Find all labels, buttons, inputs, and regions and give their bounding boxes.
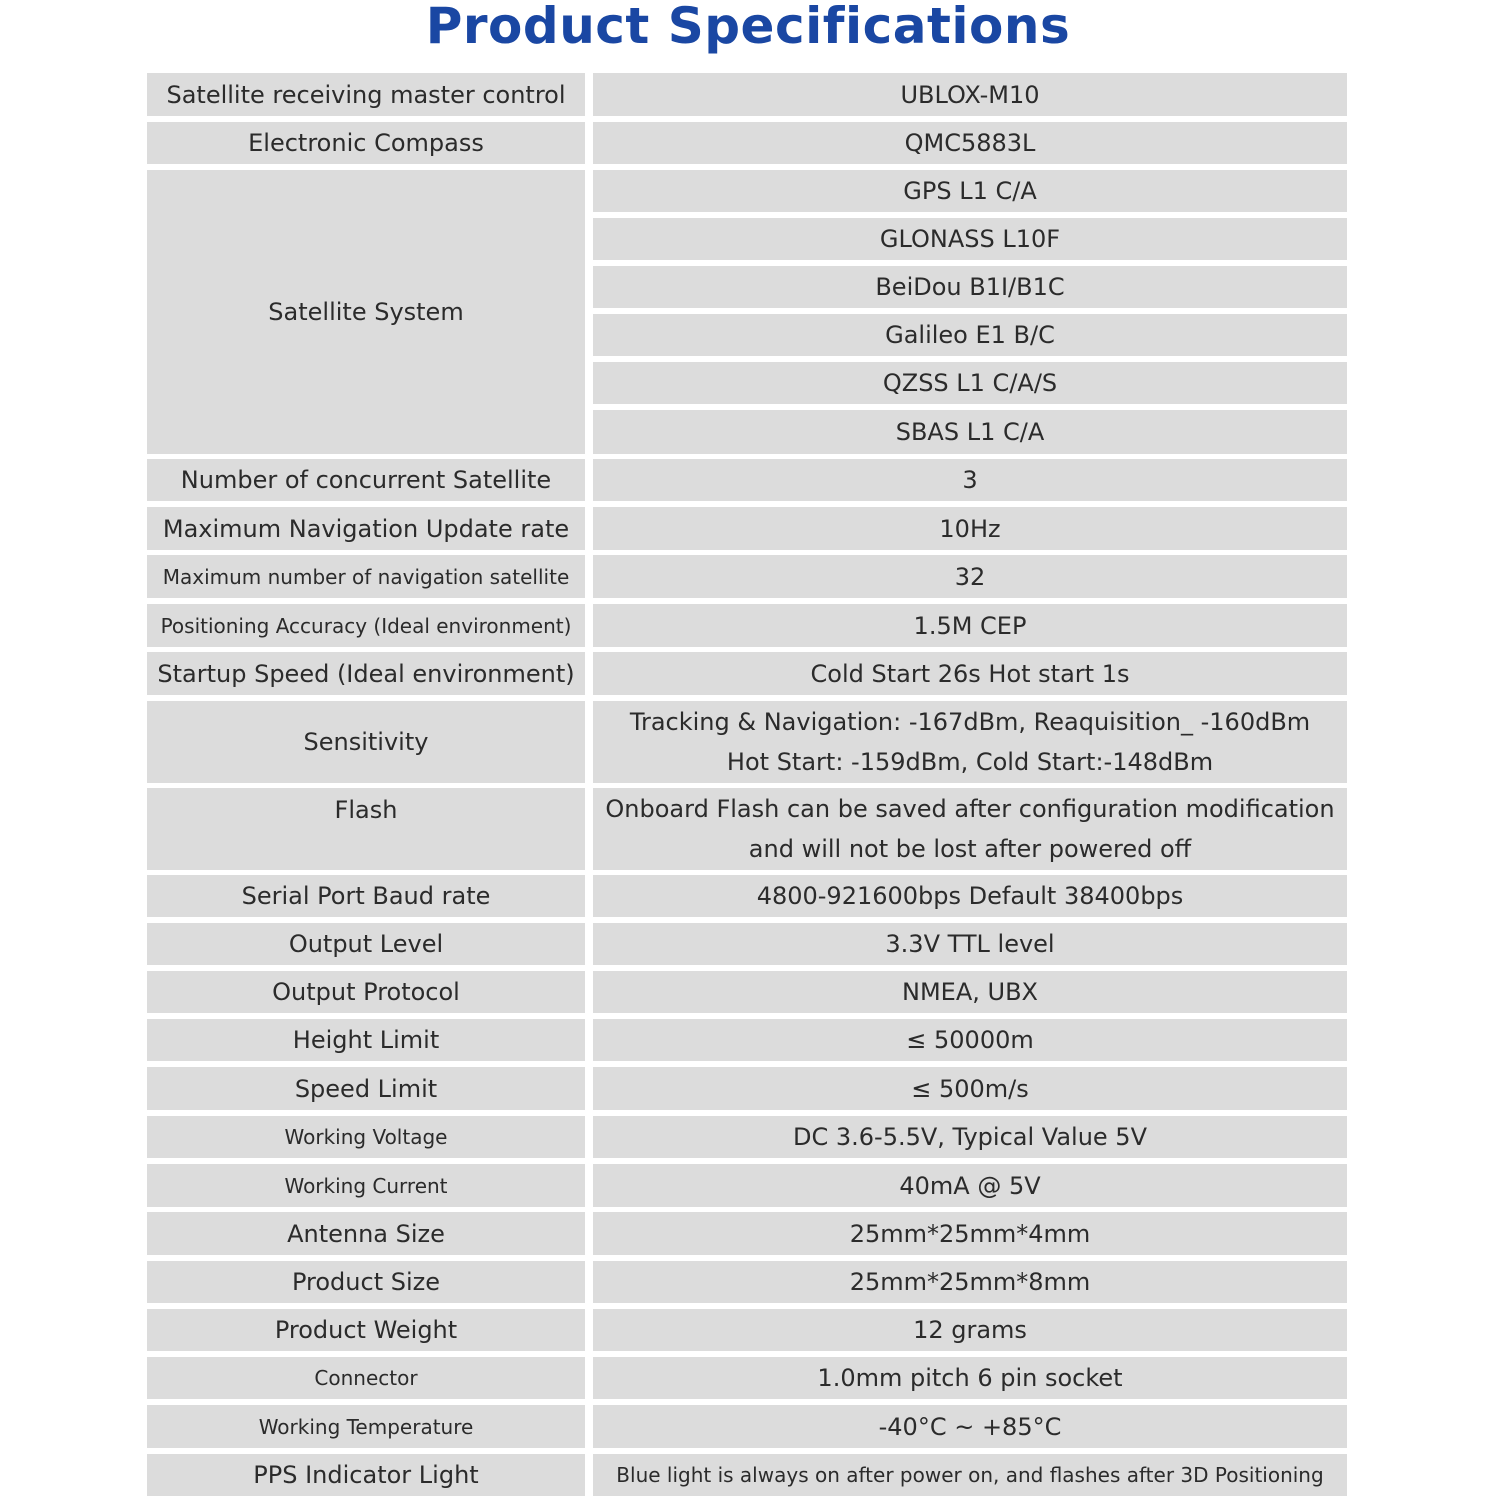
spec-value-max-sats: 32 [593, 555, 1347, 598]
spec-value-compass: QMC5883L [593, 122, 1347, 164]
spec-value-satellite-master: UBLOX-M10 [593, 73, 1347, 116]
spec-label-temperature: Working Temperature [147, 1405, 585, 1448]
spec-label-height: Height Limit [147, 1019, 585, 1061]
spec-label-accuracy: Positioning Accuracy (Ideal environment) [147, 604, 585, 647]
spec-value-concurrent: 3 [593, 459, 1347, 501]
spec-value-gps: GPS L1 C/A [593, 170, 1347, 212]
spec-label-compass: Electronic Compass [147, 122, 585, 164]
flash-line-1: Onboard Flash can be saved after configuration modification [605, 795, 1335, 823]
spec-label-max-sats: Maximum number of navigation satellite [147, 555, 585, 598]
spec-label-concurrent: Number of concurrent Satellite [147, 459, 585, 501]
spec-value-accuracy: 1.5M CEP [593, 604, 1347, 647]
spec-label-baud: Serial Port Baud rate [147, 875, 585, 917]
spec-value-voltage: DC 3.6-5.5V, Typical Value 5V [593, 1116, 1347, 1158]
spec-label-current: Working Current [147, 1164, 585, 1207]
spec-value-product-size: 25mm*25mm*8mm [593, 1261, 1347, 1303]
spec-value-flash [593, 788, 1347, 870]
spec-label-output-level: Output Level [147, 923, 585, 965]
sensitivity-line-2: Hot Start: -159dBm, Cold Start:-148dBm [726, 748, 1214, 776]
spec-value-glonass: GLONASS L10F [593, 218, 1347, 260]
flash-line-2: and will not be lost after powered off [748, 835, 1192, 863]
spec-label-satellite-master: Satellite receiving master control [147, 73, 585, 116]
spec-value-connector: 1.0mm pitch 6 pin socket [593, 1357, 1347, 1399]
spec-label-flash: Flash [147, 788, 585, 870]
spec-value-update-rate: 10Hz [593, 507, 1347, 550]
spec-label-sensitivity: Sensitivity [147, 701, 585, 783]
spec-label-weight: Product Weight [147, 1309, 585, 1351]
spec-label-voltage: Working Voltage [147, 1116, 585, 1158]
spec-value-galileo: Galileo E1 B/C [593, 314, 1347, 356]
spec-value-speed: ≤ 500m/s [593, 1067, 1347, 1110]
spec-label-pps: PPS Indicator Light [147, 1454, 585, 1496]
spec-value-current: 40mA @ 5V [593, 1164, 1347, 1207]
spec-label-antenna: Antenna Size [147, 1212, 585, 1255]
spec-value-qzss: QZSS L1 C/A/S [593, 362, 1347, 404]
spec-value-startup: Cold Start 26s Hot start 1s [593, 652, 1347, 695]
spec-value-antenna: 25mm*25mm*4mm [593, 1212, 1347, 1255]
spec-label-update-rate: Maximum Navigation Update rate [147, 507, 585, 550]
spec-label-speed: Speed Limit [147, 1067, 585, 1110]
spec-value-sensitivity [593, 701, 1347, 783]
spec-value-height: ≤ 50000m [593, 1019, 1347, 1061]
spec-label-product-size: Product Size [147, 1261, 585, 1303]
spec-value-baud: 4800-921600bps Default 38400bps [593, 875, 1347, 917]
spec-value-pps: Blue light is always on after power on, and flashes after 3D Positioning [593, 1454, 1347, 1496]
spec-value-beidou: BeiDou B1I/B1C [593, 266, 1347, 308]
spec-value-temperature: -40°C ~ +85°C [593, 1405, 1347, 1448]
spec-label-protocol: Output Protocol [147, 971, 585, 1013]
sensitivity-line-1: Tracking & Navigation: -167dBm, Reaquisition_ -160dBm [629, 708, 1311, 736]
spec-value-weight: 12 grams [593, 1309, 1347, 1351]
spec-label-satellite-system: Satellite System [147, 170, 585, 454]
spec-value-sbas: SBAS L1 C/A [593, 410, 1347, 454]
spec-value-output-level: 3.3V TTL level [593, 923, 1347, 965]
spec-label-connector: Connector [147, 1357, 585, 1399]
spec-label-startup: Startup Speed (Ideal environment) [147, 652, 585, 695]
spec-value-protocol: NMEA, UBX [593, 971, 1347, 1013]
page-title: Product Specifications [425, 0, 1071, 55]
